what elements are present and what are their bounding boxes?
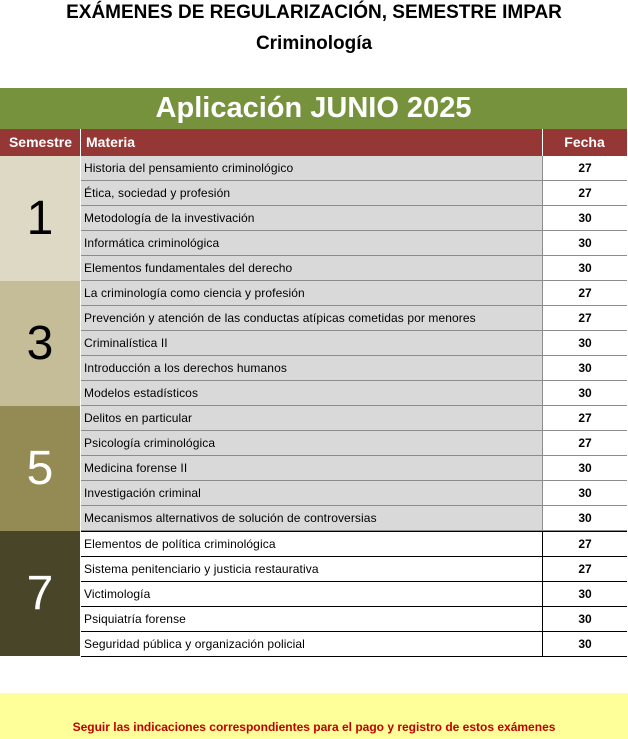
- subject-name: Investigación criminal: [84, 486, 201, 500]
- subject-name: Medicina forense II: [84, 461, 188, 475]
- exam-date: 30: [542, 231, 627, 255]
- exam-date: 30: [542, 481, 627, 505]
- subject-name: Prevención y atención de las conductas atípicas cometidas por menores: [84, 311, 476, 325]
- table-row: [81, 582, 627, 607]
- header-fecha: Fecha: [564, 134, 605, 150]
- subject-rows: [81, 281, 627, 406]
- exam-date: 27: [542, 156, 627, 180]
- table-row: [81, 331, 627, 356]
- exam-date: 30: [542, 607, 627, 631]
- exam-date: 30: [542, 506, 627, 530]
- subject-name: Sistema penitenciario y justicia restaurativa: [84, 562, 319, 576]
- exam-date: 27: [542, 306, 627, 330]
- semester-group: [0, 531, 628, 656]
- footer-text: Seguir las indicaciones correspondientes para el pago y registro de estos exámenes: [72, 720, 556, 734]
- exam-date: 27: [542, 532, 627, 556]
- subject-name: Elementos de política criminológica: [84, 537, 276, 551]
- subject-name: Seguridad pública y organización policial: [84, 637, 305, 651]
- exam-date: 30: [542, 381, 627, 405]
- career-title: Criminología: [255, 33, 373, 54]
- exam-date: 30: [542, 632, 627, 656]
- table-row: [81, 381, 627, 406]
- table-row: [81, 506, 627, 531]
- application-banner: Aplicación JUNIO 2025: [0, 88, 627, 129]
- subject-rows: [81, 156, 627, 281]
- exam-date: 27: [542, 181, 627, 205]
- header-materia: Materia: [86, 134, 136, 150]
- exam-date: 27: [542, 557, 627, 581]
- subject-name: Mecanismos alternativos de solución de controversias: [84, 511, 377, 525]
- exam-table: [0, 156, 628, 656]
- table-row: [81, 532, 627, 557]
- exam-date: 30: [542, 256, 627, 280]
- semester-number: 5: [0, 406, 80, 531]
- table-row: [81, 481, 627, 506]
- subject-name: Elementos fundamentales del derecho: [84, 261, 293, 275]
- exam-date: 30: [542, 582, 627, 606]
- semester-group: [0, 156, 628, 281]
- subject-name: Modelos estadísticos: [84, 386, 199, 400]
- semester-number: 7: [0, 531, 80, 656]
- subject-name: Psicología criminológica: [84, 436, 216, 450]
- table-row: [81, 356, 627, 381]
- subject-name: La criminología como ciencia y profesión: [84, 286, 305, 300]
- document-title: EXÁMENES DE REGULARIZACIÓN, SEMESTRE IMPAR: [66, 2, 562, 23]
- subject-name: Criminalística II: [84, 336, 168, 350]
- exam-date: 30: [542, 456, 627, 480]
- subject-name: Psiquiatría forense: [84, 612, 186, 626]
- table-row: [81, 231, 627, 256]
- exam-date: 30: [542, 206, 627, 230]
- table-row: [81, 557, 627, 582]
- semester-group: [0, 281, 628, 406]
- subject-name: Victimología: [84, 587, 151, 601]
- subject-name: Informática criminológica: [84, 236, 220, 250]
- table-row: [81, 632, 627, 657]
- table-row: [81, 456, 627, 481]
- subject-rows: [81, 531, 627, 657]
- table-row: [81, 281, 627, 306]
- table-row: [81, 181, 627, 206]
- subject-name: Metodología de la investivación: [84, 211, 255, 225]
- semester-number: 3: [0, 281, 80, 406]
- table-row: [81, 431, 627, 456]
- subject-name: Introducción a los derechos humanos: [84, 361, 287, 375]
- exam-date: 30: [542, 331, 627, 355]
- header-semestre: Semestre: [8, 134, 73, 150]
- table-row: [81, 306, 627, 331]
- table-row: [81, 406, 627, 431]
- table-row: [81, 206, 627, 231]
- table-header: [0, 129, 627, 156]
- exam-date: 27: [542, 406, 627, 430]
- table-row: [81, 256, 627, 281]
- subject-name: Ética, sociedad y profesión: [84, 186, 231, 200]
- exam-date: 27: [542, 431, 627, 455]
- subject-rows: [81, 406, 627, 531]
- subject-name: Historia del pensamiento criminológico: [84, 161, 294, 175]
- semester-group: [0, 406, 628, 531]
- footer-note: [0, 693, 628, 739]
- exam-date: 30: [542, 356, 627, 380]
- table-row: [81, 156, 627, 181]
- table-row: [81, 607, 627, 632]
- exam-date: 27: [542, 281, 627, 305]
- semester-number: 1: [0, 156, 80, 281]
- subject-name: Delitos en particular: [84, 411, 193, 425]
